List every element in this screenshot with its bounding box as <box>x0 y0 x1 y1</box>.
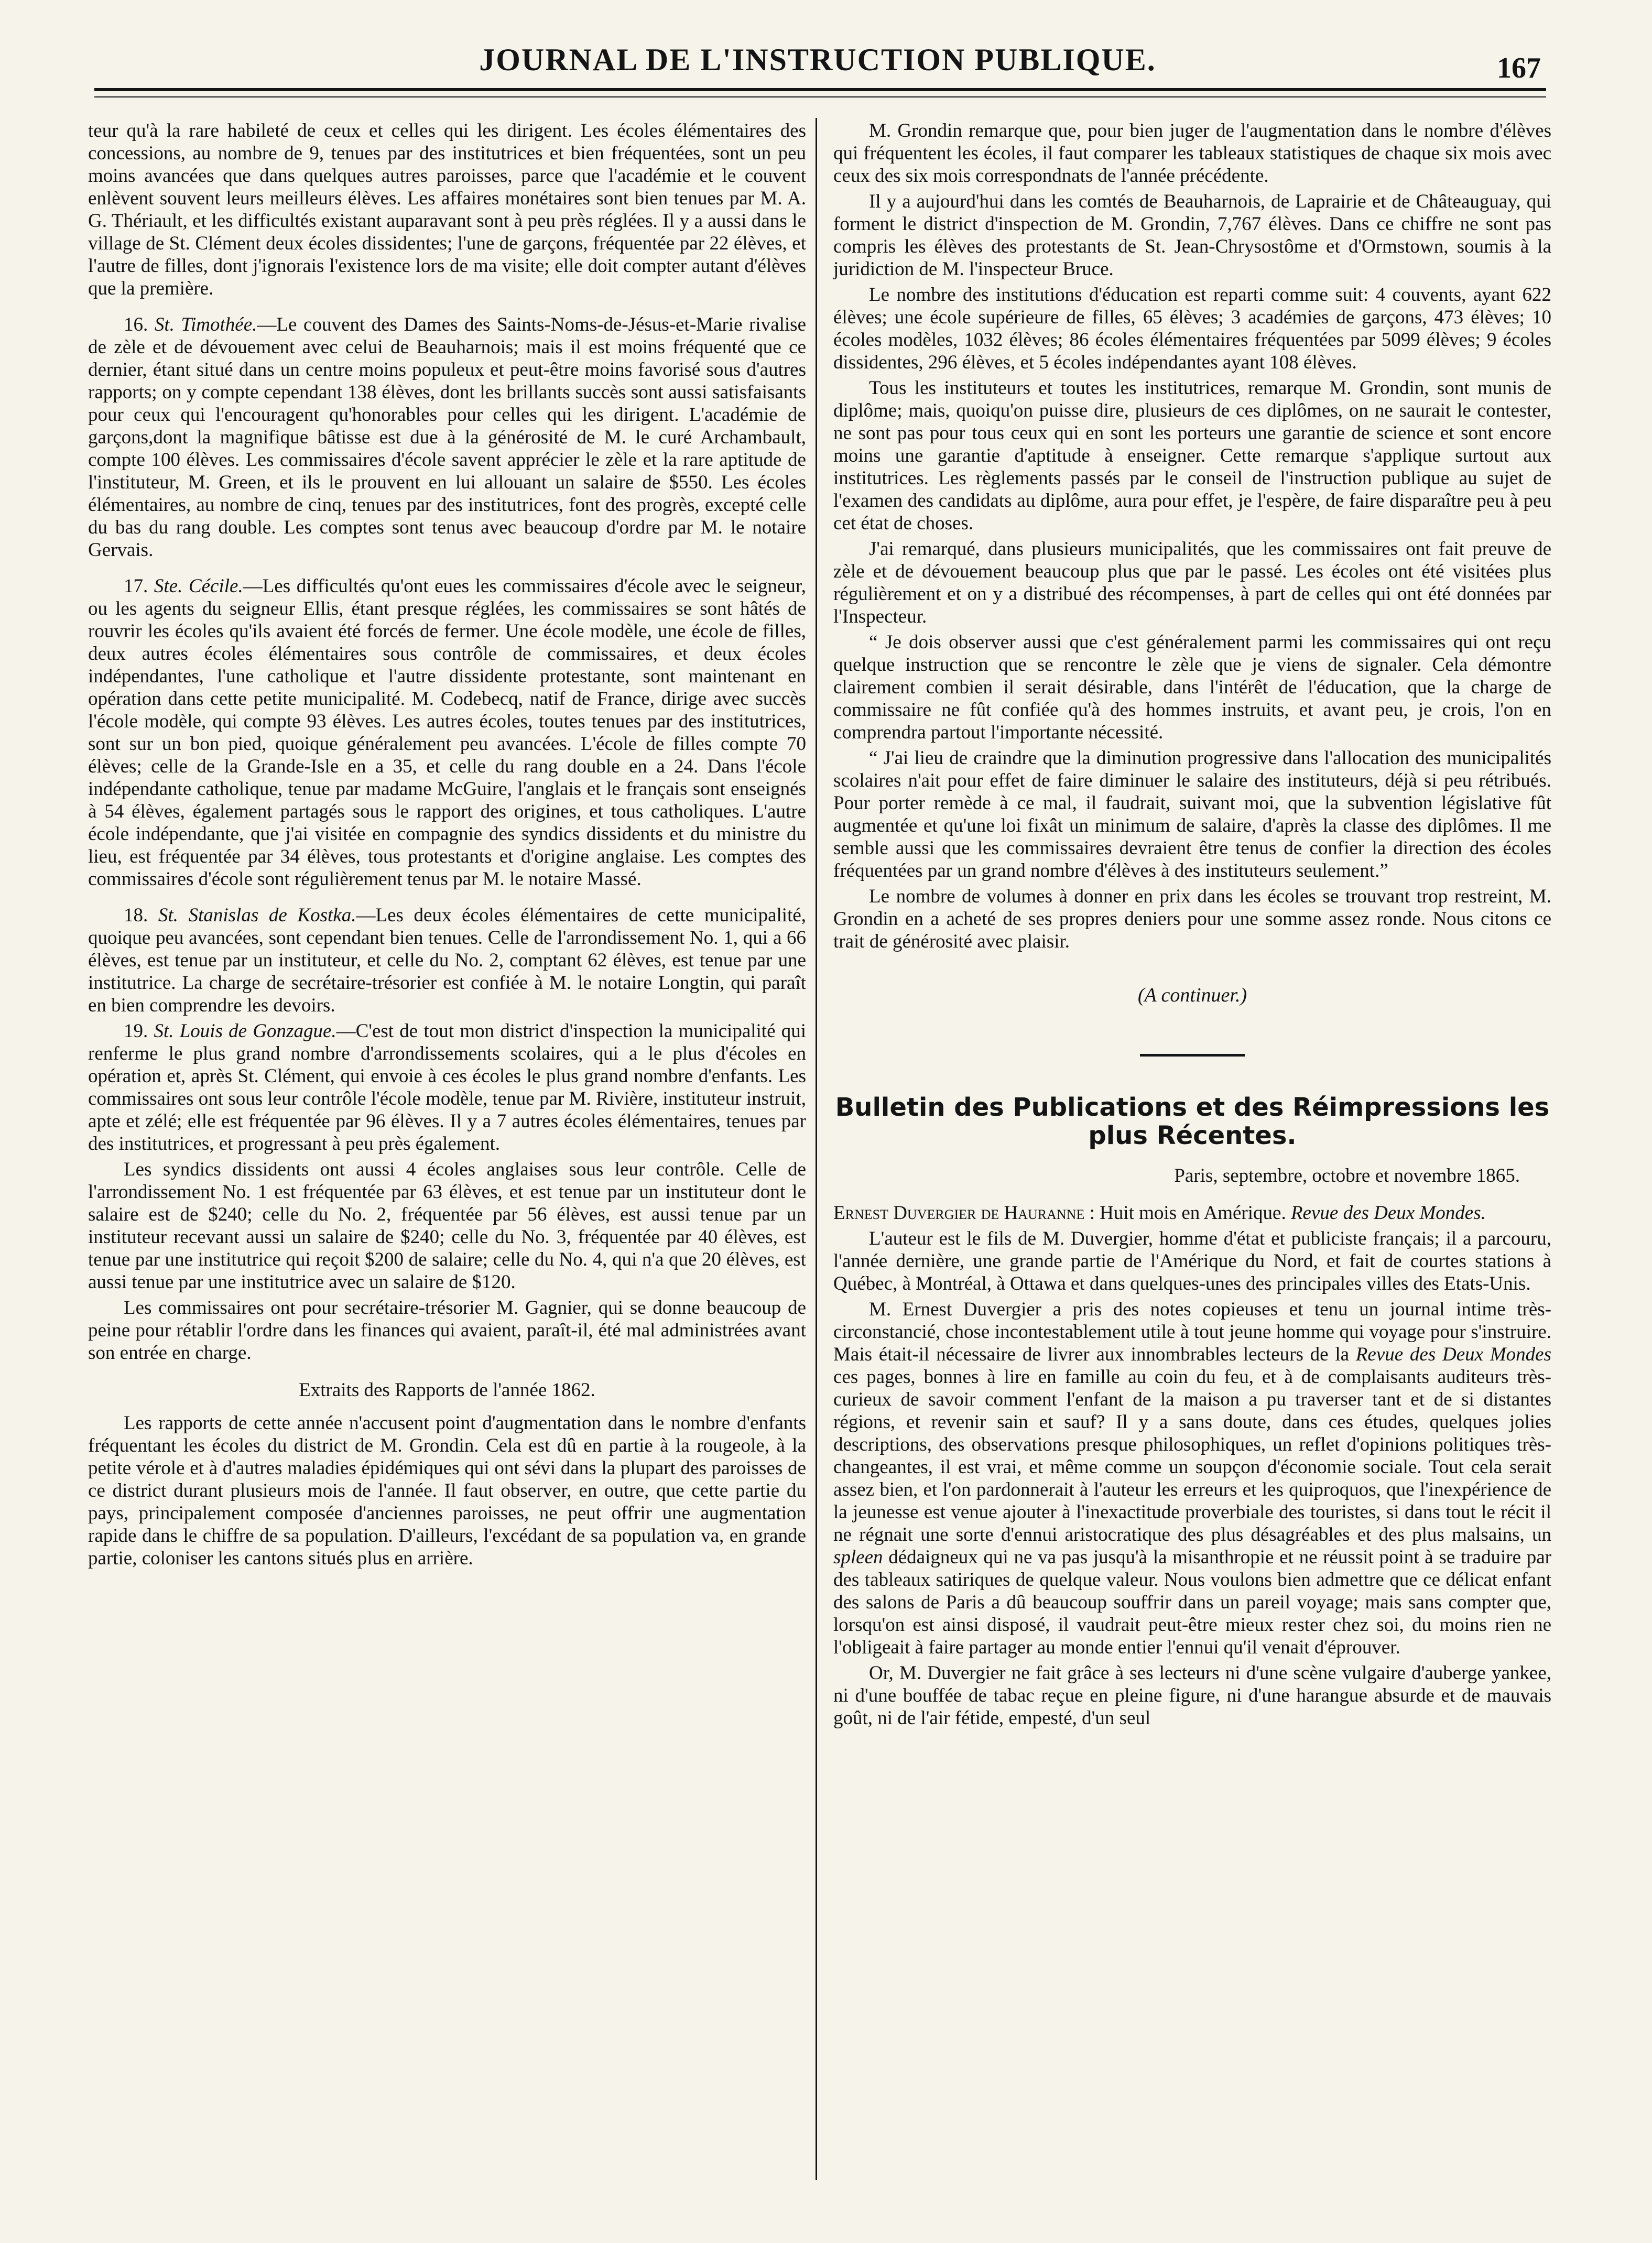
paragraph: Il y a aujourd'hui dans les comtés de Beauharnois, de Laprairie et de Châteauguay, qui forment le district d'inspection de M. Grondin, 7,767 élèves. Dans ce chiffre ne sont pas compris les élèves des protestants de St. Jean-Chrysostôme et d'Ormstown, soumis à la juridiction de M. l'inspecteur Bruce. <box>833 191 1551 280</box>
paragraph-text: —Les difficultés qu'ont eues les commissaires d'école avec le seigneur, ou les agents du seigneur Ellis, étant presque réglées, les commissaires se sont hâtés de rouvrir les écoles qu'ils avaient été forcés de fermer. Une école modèle, une école de filles, deux autres écoles élémentaires sous contrôle de commissaires, et deux écoles indépendantes, l'une catholique et l'autre dissidente protestante, sont maintenant en opération dans cette petite municipalité. M. Codebecq, natif de France, dirige avec succès l'école modèle, qui compte 93 élèves. Les autres écoles, toutes tenues par des institutrices, sont sur un bon pied, quoique généralement peu avancées. L'école de filles compte 70 élèves; celle de la Grande-Isle en a 35, et celle du rang double en a 24. Dans l'école indépendante catholique, tenue par madame McGuire, l'anglais et le français sont enseignés à 54 élèves, également partagés sous le rapport des origines, et tous catholiques. L'autre école indépendante, que j'ai visitée en compagnie des syndics dissidents et du ministre du lieu, est fréquentée par 34 élèves, tous protestants et d'origine anglaise. Les comptes des commissaires d'école sont régulièrement tenus par M. le notaire Massé. <box>88 575 806 890</box>
page-header <box>94 37 1541 84</box>
header-rule-thin <box>94 96 1546 97</box>
column-divider <box>816 118 817 2180</box>
item-number: 19. <box>124 1020 154 1042</box>
journal-title: JOURNAL DE L'INSTRUCTION PUBLIQUE. <box>479 42 1156 77</box>
paragraph: Les syndics dissidents ont aussi 4 écoles anglaises sous leur contrôle. Celle de l'arrondissement No. 1 est fréquentée par 63 élèves, et est tenue par un instituteur dont le salaire est de $240; celle du No. 2, fréquentée par 56 élèves, est aussi tenue par un instituteur recevant aussi un salaire de $240; celle du No. 3, fréquentée par 40 élèves, est tenue par une institutrice qui reçoit $200 de salaire; celle du No. 4, qui n'a que 20 élèves, est aussi tenue par une institutrice avec un salaire de $120. <box>88 1159 806 1293</box>
dateline: Paris, septembre, octobre et novembre 1865. <box>1174 1165 1520 1186</box>
quote-paragraph: “ Je dois observer aussi que c'est généralement parmi les commissaires qui ont reçu quelque instruction que se rencontre le zèle que je viens de signaler. Cela démontre clairement combien il serait désirable, dans l'intérêt de l'éducation, que la charge de commissaire ne fût confiée qu'à des hommes instruits, et avant peu, je crois, l'on en comprendra partout l'importante nécessité. <box>833 631 1551 743</box>
parish-name: St. Stanislas de Kostka. <box>158 905 356 926</box>
entry-source: Revue des Deux Mondes. <box>1290 1202 1486 1224</box>
item-number: 17. <box>124 575 154 597</box>
paragraph: teur qu'à la rare habileté de ceux et celles qui les dirigent. Les écoles élémentaires des concessions, au nombre de 9, tenues par des institutrices et bien fréquentées, sont un peu moins avancées que dans quelques autres paroisses, parce que l'académie et le couvent enlèvent souvent leurs meilleurs élèves. Les affaires monétaires sont bien tenues par M. A. G. Thériault, et les difficultés existant auparavant sont à peu près réglées. Il y a aussi dans le village de St. Clément deux écoles dissidentes; l'une de garçons, fréquentée par 22 élèves, et l'autre de filles, dont j'ignorais l'existence lors de ma visite; elle doit compter autant d'élèves que la première. <box>88 120 806 299</box>
paragraph: Les rapports de cette année n'accusent point d'augmentation dans le nombre d'enfants fréquentant les écoles du district de M. Grondin. Cela est dû en partie à la rougeole, à la petite vérole et à d'autres maladies épidémiques qui ont sévi dans la plupart des paroisses de ce district durant plusieurs mois de l'année. Il faut observer, en outre, que cette partie du pays, principalement composée d'anciennes paroisses, ne peut offrir une augmentation rapide dans le chiffre de sa population. D'ailleurs, l'excédant de sa population va, en grande partie, coloniser les cantons situés plus en arrière. <box>88 1412 806 1569</box>
entry-title: : Huit mois en Amérique. <box>1084 1202 1291 1224</box>
item-number: 18. <box>124 905 158 926</box>
to-be-continued: (A continuer.) <box>1137 984 1247 1006</box>
parish-name: St. Louis de Gonzague. <box>154 1020 336 1042</box>
paragraph-st-stanislas <box>88 904 806 1017</box>
paragraph-st-louis <box>88 1020 806 1155</box>
paragraph: L'auteur est le fils de M. Duvergier, homme d'état et publiciste français; il a parcouru, l'année dernière, une grande partie de l'Amérique du Nord, et fait de courtes stations à Québec, à Montréal, à Ottawa et dans quelques-unes des principales villes des Etats-Unis. <box>833 1228 1551 1294</box>
paragraph: J'ai remarqué, dans plusieurs municipalités, que les commissaires ont fait preuve de zèle et de dévouement beaucoup plus que par le passé. Les écoles ont été visitées plus régulièrement et on y a distribué des récompenses, à part de celles qui ont été données par l'Inspecteur. <box>833 538 1551 627</box>
italic-word: spleen <box>833 1547 883 1568</box>
paragraph: Le nombre des institutions d'éducation est reparti comme suit: 4 couvents, ayant 622 élèves; une école supérieure de filles, 65 élèves; 3 académies de garçons, 473 élèves; 10 écoles modèles, 1032 élèves; 86 écoles élémentaires fréquentées par 5099 élèves; 9 écoles dissidentes, 296 élèves, et 5 écoles indépendantes ayant 108 élèves. <box>833 284 1551 373</box>
section-separator <box>1140 1054 1245 1057</box>
paragraph: Les commissaires ont pour secrétaire-trésorier M. Gagnier, qui se donne beaucoup de peine pour rétablir l'ordre dans les finances qui avaient, paraît-il, été mal administrées avant son entrée en charge. <box>88 1297 806 1364</box>
section-heading: Extraits des Rapports de l'année 1862. <box>299 1379 595 1401</box>
paragraph-text: —C'est de tout mon district d'inspection la municipalité qui renferme le plus grand nombre d'arrondissements scolaires, qui a le plus d'écoles en opération et, après St. Clément, qui envoie à ces écoles le plus grand nombre d'enfants. Les commissaires ont sous leur contrôle l'école modèle, tenue par M. Rivière, instituteur instruit, apte et zélé; elle est fréquentée par 96 élèves. Il y a 7 autres écoles élémentaires, tenues par des institutrices, et progressant à peu près également. <box>88 1020 807 1155</box>
paragraph-text: —Les deux écoles élémentaires de cette municipalité, quoique peu avancées, sont cependant bien tenues. Celle de l'arrondissement No. 1, qui a 66 élèves, est tenue par un instituteur, et celle du No. 2, comptant 62 élèves, est tenue par une institutrice. La charge de secrétaire-trésorier est confiée à M. le notaire Longtin, qui paraît en bien comprendre les devoirs. <box>88 905 807 1016</box>
paragraph-ste-cecile <box>88 575 806 890</box>
paragraph-st-timothee <box>88 313 806 561</box>
parish-name: St. Timothée. <box>154 314 257 335</box>
page-number: 167 <box>1497 52 1541 84</box>
paragraph: M. Grondin remarque que, pour bien juger de l'augmentation dans le nombre d'élèves qui fréquentent les écoles, il faut comparer les tableaux statistiques de chaque six mois avec ceux des six mois correspondnats de l'année précédente. <box>833 120 1551 187</box>
quote-paragraph: “ J'ai lieu de craindre que la diminution progressive dans l'allocation des municipalités scolaires n'ait pour effet de faire diminuer le salaire des instituteurs, déjà si peu rétribués. Pour porter remède à ce mal, il faudrait, suivant moi, que la subvention législative fût augmentée et qu'une loi fixât un minimum de salaire, d'après la classe des diplômes. Il me semble aussi que les commissaires devraient être tenus de confier la direction des écoles fréquentées par un grand nombre d'élèves à des instituteurs seulement.” <box>833 747 1551 881</box>
bibliographic-entry <box>833 1202 1551 1224</box>
left-column <box>88 119 806 1573</box>
header-rule-thick <box>94 88 1546 91</box>
entry-author: Ernest Duvergier de Hauranne <box>833 1202 1085 1224</box>
item-number: 16. <box>124 314 155 335</box>
paragraph-text: —Le couvent des Dames des Saints-Noms-de-Jésus-et-Marie rivalise de zèle et de dévouement avec celui de Beauharnois; mais il est moins fréquenté que ce dernier, étant situé dans un centre moins populeux et peut-être moins favorisé sous d'autres rapports; on y compte cependant 138 élèves, dont les brillants succès sont aussi satisfaisants pour ceux qui l'encouragent qu'honorables pour celles qui les dirigent. L'académie de garçons,dont la magnifique bâtisse est due à la générosité de M. le curé Archambault, compte 100 élèves. Les commissaires d'école savent apprécier le zèle et la rare aptitude de l'instituteur, M. Green, et ils le prouvent en lui allouant un salaire de $550. Les écoles élémentaires, au nombre de cinq, tenues par des institutrices, font des progrès, excepté celle du bas du rang double. Les comptes sont tenus avec beaucoup d'ordre par M. le notaire Gervais. <box>88 314 806 561</box>
paragraph <box>833 1298 1551 1659</box>
paragraph: Le nombre de volumes à donner en prix dans les écoles se trouvant trop restreint, M. Grondin en a acheté de ses propres deniers pour une somme assez ronde. Nous citons ce trait de générosité avec plaisir. <box>833 886 1551 952</box>
paragraph-text: ces pages, bonnes à lire en famille au coin du feu, et à de complaisants auditeurs très-curieux de savoir comment l'enfant de la maison a pu traverser tant et de si distantes régions, et revenir sain et sauf? Il y a sans doute, dans ces études, quelques jolies descriptions, des observations presque philosophiques, un reflet d'opinions politiques très-changeantes, il est vrai, et même comme un soupçon d'économie sociale. Tout cela serait assez bien, et l'on pardonnerait à l'auteur les erreurs et les quiproquos, que l'inexpérience de la jeunesse est venue ajouter à l'inexactitude proverbiale des touristes, si dans tout le récit il ne régnait une sorte d'ennui aristocratique des plus désagréables et des plus malsains, un <box>833 1366 1551 1545</box>
bulletin-title: Bulletin des Publications et des Réimpressions les plus Récentes. <box>835 1093 1550 1150</box>
parish-name: Ste. Cécile. <box>154 575 243 597</box>
italic-title: Revue des Deux Mondes <box>1355 1344 1551 1365</box>
paragraph-text: M. Ernest Duvergier a pris des notes copieuses et tenu un journal intime très-circonstancié, chose incontestablement utile à tout jeune homme qui voyage pour s'instruire. Mais était-il nécessaire de livrer aux innombrables lecteurs de la <box>833 1299 1551 1365</box>
paragraph-text: dédaigneux qui ne va pas jusqu'à la misanthropie et ne réussit point à se traduire par des tableaux satiriques de quelque valeur. Nous voulons bien admettre que ce délicat enfant des salons de Paris a dû beaucoup souffrir dans un pareil voyage; mais sans compter que, lorsqu'on est ainsi disposé, il vaudrait peut-être mieux rester chez soi, du moins rien ne l'obligeait à faire partager au monde entier l'ennui qu'il venait d'éprouver. <box>833 1547 1551 1658</box>
paragraph: Or, M. Duvergier ne fait grâce à ses lecteurs ni d'une scène vulgaire d'auberge yankee, ni d'une bouffée de tabac reçue en pleine figure, ni d'une harangue absurde et de mauvais goût, ni de l'air fétide, empesté, d'un seul <box>833 1662 1551 1729</box>
right-column <box>833 119 1551 1733</box>
paragraph: Tous les instituteurs et toutes les institutrices, remarque M. Grondin, sont munis de diplôme; mais, quoiqu'on puisse dire, plusieurs de ces diplômes, on ne saurait le contester, ne sont pas pour tous ceux qui en sont les porteurs une garantie de science et sont encore moins une garantie d'aptitude à enseigner. Cette remarque s'applique surtout aux institutrices. Les règlements passés par le conseil de l'instruction publique au sujet de l'examen des candidats au diplôme, aura pour effet, je l'espère, de faire disparaître peu à peu cet état de choses. <box>833 377 1551 534</box>
